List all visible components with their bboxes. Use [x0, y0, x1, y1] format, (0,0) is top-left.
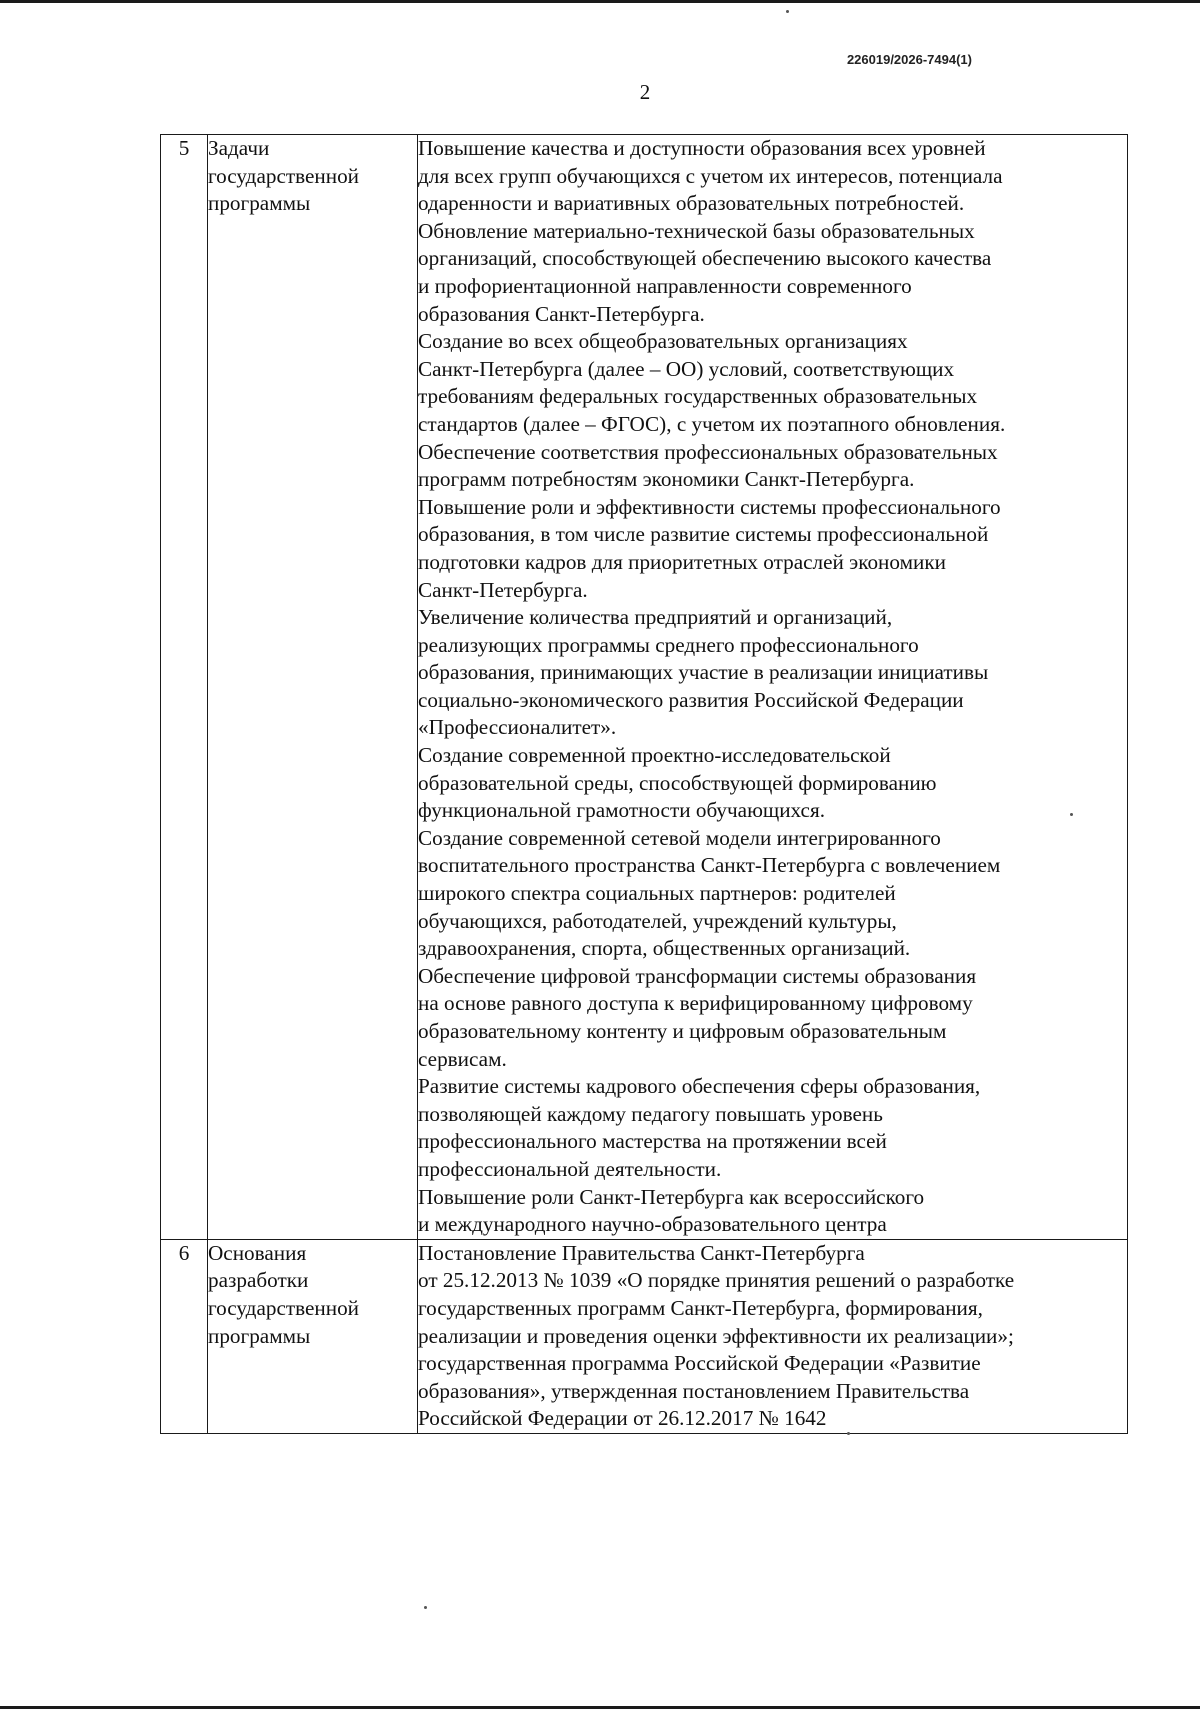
content-line: социально-экономического развития Российской Федерации — [418, 687, 964, 712]
program-table — [160, 134, 1128, 1434]
content-line: Создание современной проектно-исследовательской — [418, 743, 891, 768]
content-line: государственных программ Санкт-Петербурга, формирования, — [418, 1295, 983, 1320]
label-line: программы — [208, 1323, 311, 1348]
content-line: образования, принимающих участие в реализации инициативы — [418, 660, 989, 685]
content-line: от 25.12.2013 № 1039 «О порядке принятия решений о разработке — [418, 1268, 1015, 1293]
scan-speck — [1070, 813, 1073, 816]
content-line: профессиональной деятельности. — [418, 1156, 722, 1181]
content-line: на основе равного доступа к верифицированному цифровому — [418, 991, 973, 1016]
content-line: Создание современной сетевой модели интегрированного — [418, 825, 941, 850]
content-line: одаренности и вариативных образовательных потребностей. — [418, 191, 965, 216]
row-number-cell: 5 — [161, 135, 208, 1240]
page-number: 2 — [639, 80, 651, 104]
label-line: государственной — [208, 1295, 360, 1320]
content-line: Российской Федерации от 26.12.2017 № 1642 — [418, 1406, 827, 1431]
row-label-cell — [208, 1239, 418, 1433]
content-line: Увеличение количества предприятий и организаций, — [418, 605, 893, 630]
content-line: здравоохранения, спорта, общественных организаций. — [418, 936, 911, 961]
content-line: требованиям федеральных государственных образовательных — [418, 384, 978, 409]
content-line: организаций, способствующей обеспечению высокого качества — [418, 246, 992, 271]
label-line: Задачи — [208, 136, 270, 160]
label-line: программы — [208, 191, 311, 216]
content-line: Повышение роли и эффективности системы профессионального — [418, 494, 1001, 519]
row-number-cell: 6 — [161, 1239, 208, 1433]
content-line: профессионального мастерства на протяжении всей — [418, 1129, 887, 1154]
content-line: реализующих программы среднего профессионального — [418, 632, 919, 657]
content-line: образовательной среды, способствующей формированию — [418, 770, 937, 795]
document-id: 226019/2026-7494(1) — [846, 52, 972, 67]
content-line: функциональной грамотности обучающихся. — [418, 798, 825, 823]
table-body — [161, 135, 1128, 1434]
content-line: для всех групп обучающихся с учетом их интересов, потенциала — [418, 163, 1003, 188]
content-line: программ потребностям экономики Санкт-Петербурга. — [418, 467, 915, 492]
content-line: позволяющей каждому педагогу повышать уровень — [418, 1101, 883, 1126]
content-line: Санкт-Петербурга. — [418, 577, 588, 602]
content-line: Повышение роли Санкт-Петербурга как всероссийского — [418, 1184, 925, 1209]
content-line: государственная программа Российской Федерации «Развитие — [418, 1351, 981, 1376]
content-line: и профориентационной направленности современного — [418, 273, 912, 298]
scan-speck — [786, 10, 789, 13]
row-content-cell — [418, 1239, 1128, 1433]
content-line: реализации и проведения оценки эффективности их реализации»; — [418, 1323, 1014, 1348]
content-line: и международного научно-образовательного центра — [418, 1212, 887, 1237]
content-line: образования, в том числе развитие системы профессиональной — [418, 522, 989, 547]
row-label-cell — [208, 135, 418, 1240]
content-line: стандартов (далее – ФГОС), с учетом их поэтапного обновления. — [418, 411, 1006, 436]
content-line: воспитательного пространства Санкт-Петербурга с вовлечением — [418, 853, 1001, 878]
scan-speck — [424, 1606, 427, 1609]
content-line: Развитие системы кадрового обеспечения сферы образования, — [418, 1074, 981, 1099]
content-line: сервисам. — [418, 1046, 507, 1071]
top-scan-border — [0, 0, 1200, 3]
content-line: обучающихся, работодателей, учреждений культуры, — [418, 908, 897, 933]
content-line: Постановление Правительства Санкт-Петербурга — [418, 1240, 865, 1265]
content-line: Обновление материально-технической базы образовательных — [418, 218, 975, 243]
table-row — [161, 135, 1128, 1240]
content-line: Повышение качества и доступности образования всех уровней — [418, 136, 986, 160]
content-line: образовательному контенту и цифровым образовательным — [418, 1019, 947, 1043]
content-line: образования», утвержденная постановлением Правительства — [418, 1378, 970, 1403]
content-line: Обеспечение цифровой трансформации системы образования — [418, 963, 977, 988]
label-line: разработки — [208, 1268, 309, 1293]
content-line: Создание во всех общеобразовательных организациях — [418, 329, 908, 354]
content-line: Обеспечение соответствия профессиональных образовательных — [418, 439, 998, 464]
label-line: государственной — [208, 163, 360, 188]
content-line: широкого спектра социальных партнеров: родителей — [418, 881, 896, 906]
scan-speck — [847, 1432, 850, 1435]
content-line: подготовки кадров для приоритетных отраслей экономики — [418, 549, 946, 574]
content-line: образования Санкт-Петербурга. — [418, 301, 705, 326]
content-line: Санкт-Петербурга (далее – ОО) условий, соответствующих — [418, 356, 955, 381]
content-line: «Профессионалитет». — [418, 715, 617, 740]
label-line: Основания — [208, 1240, 307, 1265]
row-content-cell — [418, 135, 1128, 1240]
table-row — [161, 1239, 1128, 1433]
